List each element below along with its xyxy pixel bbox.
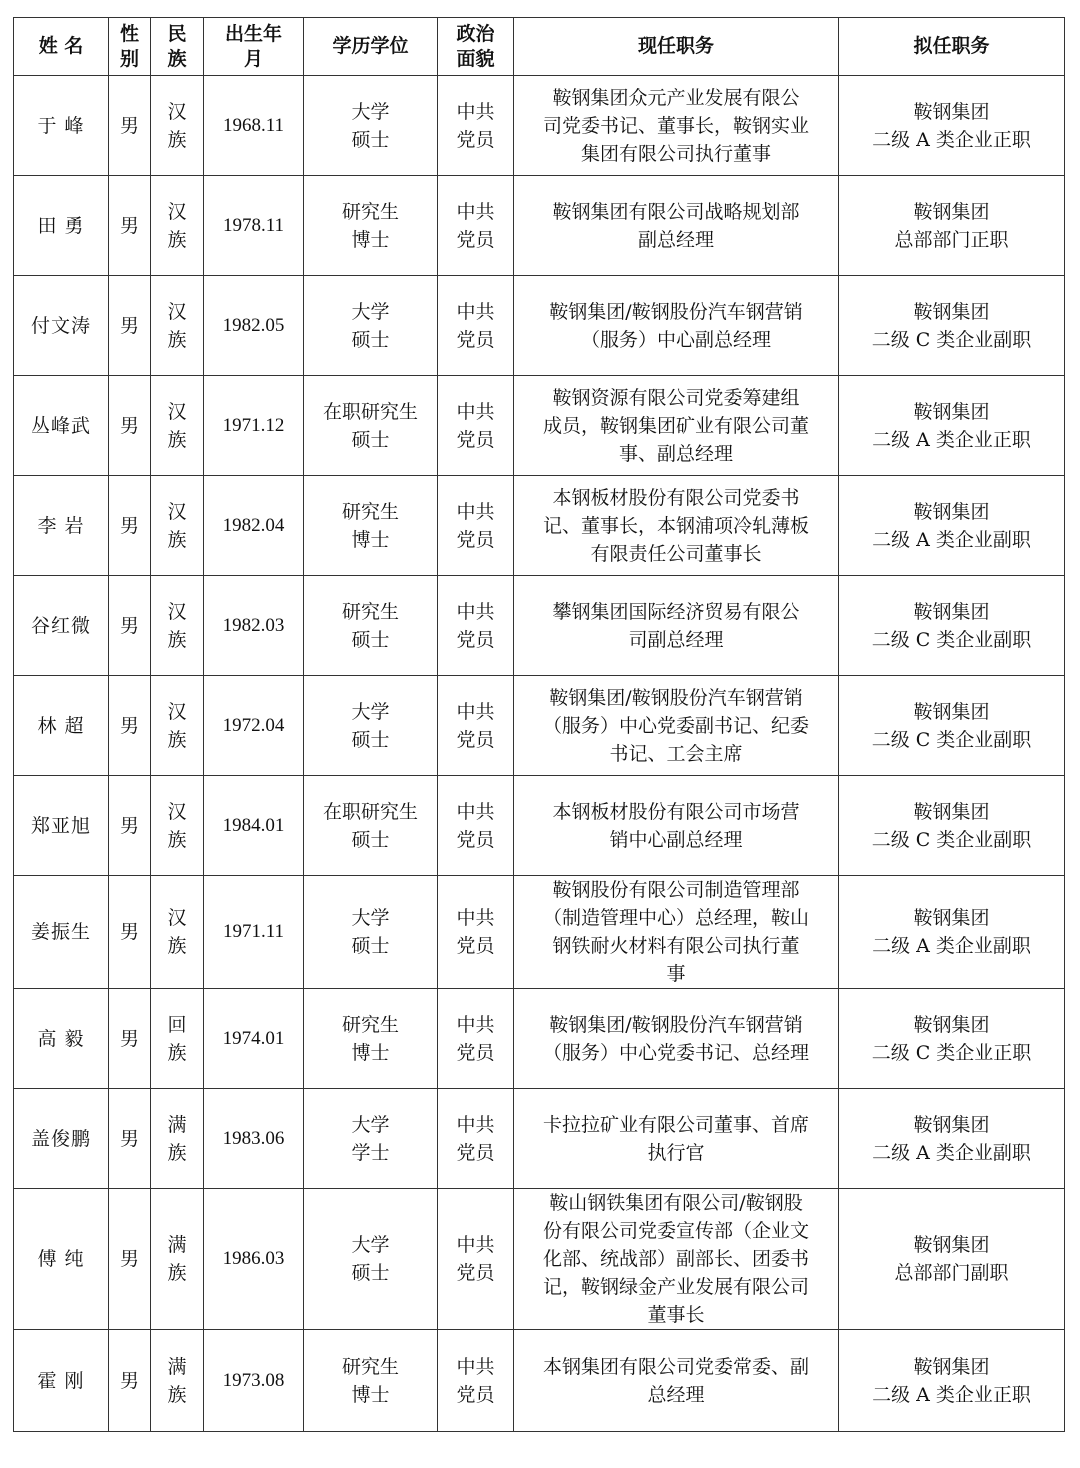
appointment-table <box>13 17 1065 1432</box>
cell-name: 田 勇 <box>14 176 109 276</box>
cell-ethnicity: 汉 族 <box>151 276 204 376</box>
cell-education: 大学 硕士 <box>304 876 438 989</box>
cell-gender: 男 <box>109 576 151 676</box>
cell-gender: 男 <box>109 1330 151 1432</box>
header-birth: 出生年 月 <box>204 18 304 76</box>
cell-ethnicity: 汉 族 <box>151 676 204 776</box>
cell-ethnicity: 回 族 <box>151 989 204 1089</box>
table-row <box>14 876 1065 989</box>
cell-name: 高 毅 <box>14 989 109 1089</box>
cell-ethnicity: 汉 族 <box>151 376 204 476</box>
cell-proposed-position: 鞍钢集团 二级 A 类企业正职 <box>839 1330 1065 1432</box>
cell-proposed-position: 鞍钢集团 二级 A 类企业副职 <box>839 476 1065 576</box>
cell-education: 研究生 博士 <box>304 989 438 1089</box>
cell-education: 大学 硕士 <box>304 76 438 176</box>
table-row <box>14 476 1065 576</box>
table-row <box>14 1089 1065 1189</box>
cell-name: 付文涛 <box>14 276 109 376</box>
cell-ethnicity: 满 族 <box>151 1089 204 1189</box>
cell-education: 研究生 博士 <box>304 1330 438 1432</box>
cell-proposed-position: 鞍钢集团 二级 A 类企业副职 <box>839 1089 1065 1189</box>
cell-current-position: 鞍钢集团有限公司战略规划部 副总经理 <box>514 176 839 276</box>
cell-ethnicity: 汉 族 <box>151 576 204 676</box>
cell-birth: 1973.08 <box>204 1330 304 1432</box>
header-proposed-position: 拟任职务 <box>839 18 1065 76</box>
cell-education: 大学 硕士 <box>304 276 438 376</box>
cell-name: 于 峰 <box>14 76 109 176</box>
cell-current-position: 鞍山钢铁集团有限公司/鞍钢股 份有限公司党委宣传部（企业文 化部、统战部）副部长、团委书 记，鞍钢绿金产业发展有限公司 董事长 <box>514 1189 839 1330</box>
cell-political: 中共 党员 <box>438 76 514 176</box>
cell-proposed-position: 鞍钢集团 二级 A 类企业副职 <box>839 876 1065 989</box>
cell-current-position: 本钢板材股份有限公司党委书 记、董事长，本钢浦项冷轧薄板 有限责任公司董事长 <box>514 476 839 576</box>
cell-political: 中共 党员 <box>438 776 514 876</box>
table-row <box>14 989 1065 1089</box>
cell-birth: 1983.06 <box>204 1089 304 1189</box>
cell-birth: 1971.12 <box>204 376 304 476</box>
cell-ethnicity: 汉 族 <box>151 476 204 576</box>
cell-ethnicity: 汉 族 <box>151 876 204 989</box>
cell-political: 中共 党员 <box>438 376 514 476</box>
cell-name: 丛峰武 <box>14 376 109 476</box>
header-gender: 性 别 <box>109 18 151 76</box>
cell-ethnicity: 汉 族 <box>151 176 204 276</box>
cell-education: 在职研究生 硕士 <box>304 376 438 476</box>
cell-current-position: 卡拉拉矿业有限公司董事、首席 执行官 <box>514 1089 839 1189</box>
cell-proposed-position: 鞍钢集团 二级 C 类企业副职 <box>839 276 1065 376</box>
cell-gender: 男 <box>109 1189 151 1330</box>
cell-education: 研究生 博士 <box>304 476 438 576</box>
cell-ethnicity: 汉 族 <box>151 76 204 176</box>
table-row <box>14 276 1065 376</box>
cell-birth: 1982.03 <box>204 576 304 676</box>
cell-birth: 1982.04 <box>204 476 304 576</box>
cell-current-position: 鞍钢资源有限公司党委筹建组 成员，鞍钢集团矿业有限公司董 事、副总经理 <box>514 376 839 476</box>
cell-ethnicity: 满 族 <box>151 1330 204 1432</box>
table-row <box>14 176 1065 276</box>
cell-ethnicity: 汉 族 <box>151 776 204 876</box>
cell-name: 林 超 <box>14 676 109 776</box>
cell-gender: 男 <box>109 76 151 176</box>
cell-birth: 1974.01 <box>204 989 304 1089</box>
cell-birth: 1982.05 <box>204 276 304 376</box>
cell-name: 霍 刚 <box>14 1330 109 1432</box>
cell-current-position: 本钢板材股份有限公司市场营 销中心副总经理 <box>514 776 839 876</box>
cell-current-position: 鞍钢股份有限公司制造管理部 （制造管理中心）总经理，鞍山 钢铁耐火材料有限公司执行董 事 <box>514 876 839 989</box>
cell-name: 盖俊鹏 <box>14 1089 109 1189</box>
cell-gender: 男 <box>109 776 151 876</box>
table-row <box>14 376 1065 476</box>
cell-proposed-position: 鞍钢集团 二级 A 类企业正职 <box>839 376 1065 476</box>
cell-political: 中共 党员 <box>438 1189 514 1330</box>
cell-gender: 男 <box>109 376 151 476</box>
cell-gender: 男 <box>109 876 151 989</box>
cell-proposed-position: 鞍钢集团 二级 C 类企业副职 <box>839 776 1065 876</box>
cell-education: 研究生 博士 <box>304 176 438 276</box>
table-row <box>14 76 1065 176</box>
cell-education: 研究生 硕士 <box>304 576 438 676</box>
cell-proposed-position: 鞍钢集团 总部部门副职 <box>839 1189 1065 1330</box>
cell-gender: 男 <box>109 176 151 276</box>
table-row <box>14 1189 1065 1330</box>
cell-education: 大学 硕士 <box>304 1189 438 1330</box>
cell-birth: 1986.03 <box>204 1189 304 1330</box>
cell-birth: 1978.11 <box>204 176 304 276</box>
cell-political: 中共 党员 <box>438 1089 514 1189</box>
cell-current-position: 鞍钢集团众元产业发展有限公 司党委书记、董事长，鞍钢实业 集团有限公司执行董事 <box>514 76 839 176</box>
cell-proposed-position: 鞍钢集团 二级 A 类企业正职 <box>839 76 1065 176</box>
cell-gender: 男 <box>109 1089 151 1189</box>
table-row <box>14 776 1065 876</box>
table-row <box>14 1330 1065 1432</box>
table-row <box>14 576 1065 676</box>
cell-gender: 男 <box>109 989 151 1089</box>
cell-name: 姜振生 <box>14 876 109 989</box>
cell-political: 中共 党员 <box>438 876 514 989</box>
cell-political: 中共 党员 <box>438 276 514 376</box>
cell-education: 在职研究生 硕士 <box>304 776 438 876</box>
cell-political: 中共 党员 <box>438 989 514 1089</box>
cell-birth: 1968.11 <box>204 76 304 176</box>
cell-political: 中共 党员 <box>438 1330 514 1432</box>
cell-political: 中共 党员 <box>438 476 514 576</box>
cell-proposed-position: 鞍钢集团 二级 C 类企业副职 <box>839 676 1065 776</box>
cell-ethnicity: 满 族 <box>151 1189 204 1330</box>
cell-political: 中共 党员 <box>438 676 514 776</box>
cell-proposed-position: 鞍钢集团 总部部门正职 <box>839 176 1065 276</box>
header-current-position: 现任职务 <box>514 18 839 76</box>
cell-education: 大学 硕士 <box>304 676 438 776</box>
cell-name: 郑亚旭 <box>14 776 109 876</box>
cell-proposed-position: 鞍钢集团 二级 C 类企业正职 <box>839 989 1065 1089</box>
cell-current-position: 鞍钢集团/鞍钢股份汽车钢营销 （服务）中心副总经理 <box>514 276 839 376</box>
cell-political: 中共 党员 <box>438 576 514 676</box>
header-education: 学历学位 <box>304 18 438 76</box>
cell-name: 李 岩 <box>14 476 109 576</box>
cell-birth: 1984.01 <box>204 776 304 876</box>
cell-education: 大学 学士 <box>304 1089 438 1189</box>
cell-gender: 男 <box>109 676 151 776</box>
cell-current-position: 鞍钢集团/鞍钢股份汽车钢营销 （服务）中心党委书记、总经理 <box>514 989 839 1089</box>
cell-birth: 1971.11 <box>204 876 304 989</box>
cell-gender: 男 <box>109 276 151 376</box>
table-row <box>14 676 1065 776</box>
cell-name: 傅 纯 <box>14 1189 109 1330</box>
header-row <box>14 18 1065 76</box>
cell-proposed-position: 鞍钢集团 二级 C 类企业副职 <box>839 576 1065 676</box>
header-ethnicity: 民 族 <box>151 18 204 76</box>
cell-birth: 1972.04 <box>204 676 304 776</box>
header-political: 政治 面貌 <box>438 18 514 76</box>
cell-name: 谷红微 <box>14 576 109 676</box>
header-name: 姓 名 <box>14 18 109 76</box>
cell-political: 中共 党员 <box>438 176 514 276</box>
cell-current-position: 攀钢集团国际经济贸易有限公 司副总经理 <box>514 576 839 676</box>
cell-gender: 男 <box>109 476 151 576</box>
cell-current-position: 鞍钢集团/鞍钢股份汽车钢营销 （服务）中心党委副书记、纪委 书记、工会主席 <box>514 676 839 776</box>
cell-current-position: 本钢集团有限公司党委常委、副 总经理 <box>514 1330 839 1432</box>
